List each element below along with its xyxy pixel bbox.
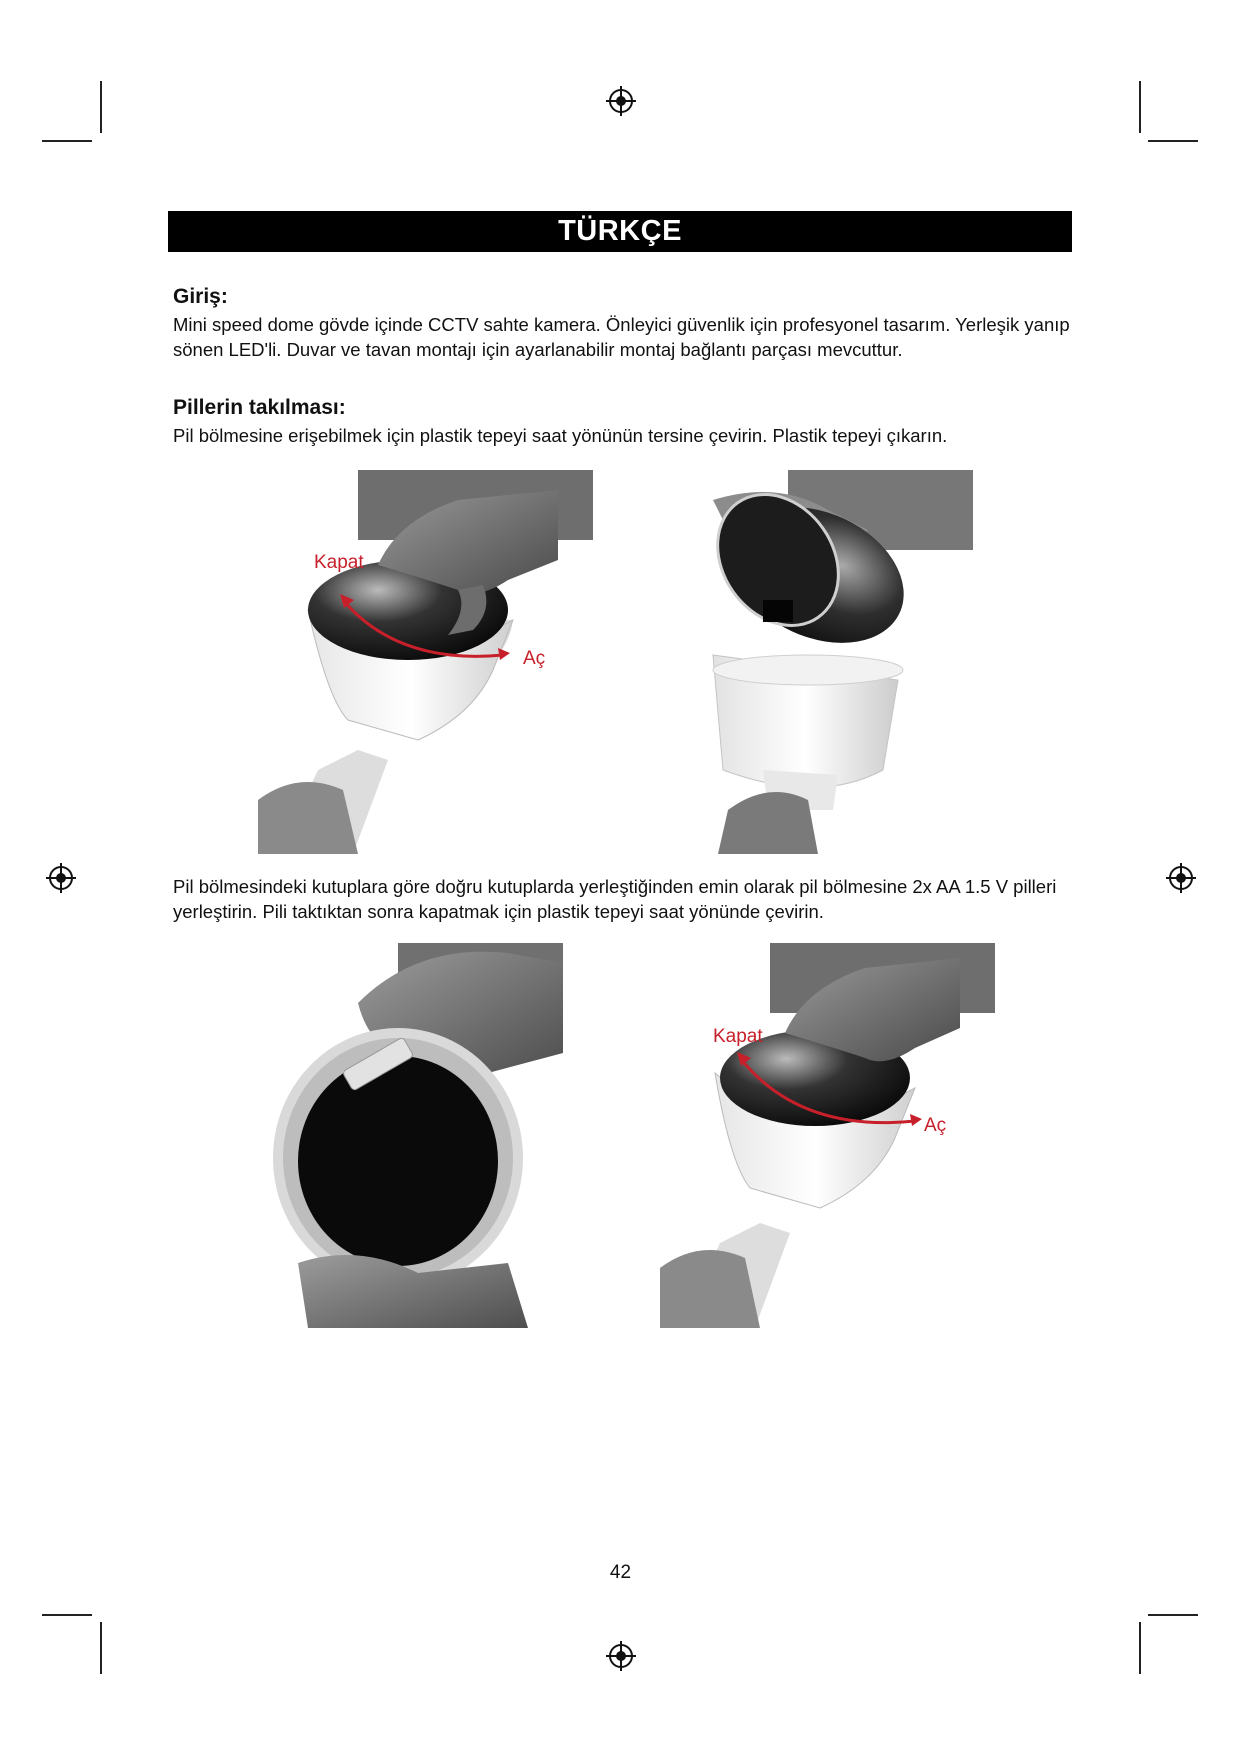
close-label: Kapat — [713, 1026, 763, 1047]
battery-heading: Pillerin takılması: — [173, 396, 346, 419]
language-header: TÜRKÇE — [168, 211, 1072, 252]
intro-text: Mini speed dome gövde içinde CCTV sahte kamera. Önleyici güvenlik için profesyonel tasarım. Yerleşik yanıp sönen LED'li. Duvar ve tavan montajı için ayarlanabilir montaj bağlantı parçası mevcuttur. — [173, 314, 1070, 360]
crop-mark — [1139, 81, 1141, 133]
open-label: Aç — [924, 1115, 947, 1136]
crop-mark — [1148, 1614, 1198, 1616]
photo-open-dome — [258, 470, 593, 854]
registration-mark-icon — [605, 1640, 637, 1672]
registration-mark-icon — [1165, 862, 1197, 894]
photo-dome-removed — [668, 470, 973, 854]
open-label: Aç — [523, 648, 546, 669]
crop-mark — [100, 1622, 102, 1674]
crop-mark — [1139, 1622, 1141, 1674]
crop-mark — [100, 81, 102, 133]
registration-mark-icon — [45, 862, 77, 894]
photo-insert-batteries — [248, 943, 563, 1328]
close-label: Kapat — [314, 552, 364, 573]
crop-mark — [1148, 140, 1198, 142]
page-number: 42 — [609, 1562, 632, 1583]
battery-text-2: Pil bölmesindeki kutuplara göre doğru kutuplarda yerleştiğinden emin olarak pil bölmesine 2x AA 1.5 V pilleri yerleştirin. Pili taktıktan sonra kapatmak için plastik tepeyi saat yönünde çevirin. — [173, 876, 1057, 922]
crop-mark — [42, 1614, 92, 1616]
photo-close-dome — [660, 943, 995, 1328]
registration-mark-icon — [605, 85, 637, 117]
battery-text-1: Pil bölmesine erişebilmek için plastik tepeyi saat yönünün tersine çevirin. Plastik tepeyi çıkarın. — [173, 425, 948, 446]
intro-heading: Giriş: — [173, 285, 228, 308]
crop-mark — [42, 140, 92, 142]
